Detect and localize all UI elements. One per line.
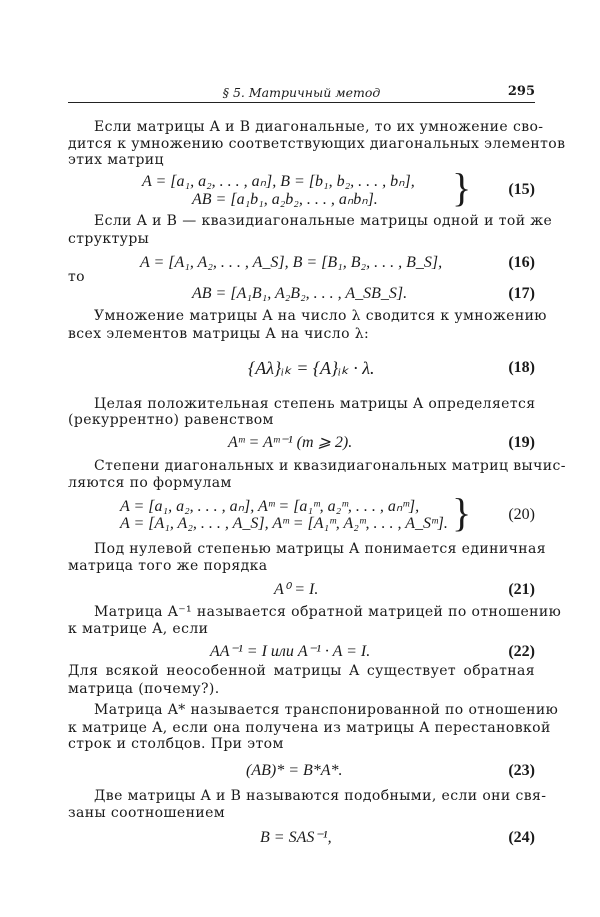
text-line: к матрице A, если: [68, 621, 209, 637]
equation-17: AB = [A₁B₁, A₂B₂, . . . , A_SB_S].: [192, 285, 408, 302]
text-line: заны соотношением: [68, 805, 226, 821]
equation-number: (20): [508, 506, 535, 523]
right-brace: }: [452, 165, 472, 210]
text-line: Матрица A* называется транспонированной по отношению: [94, 702, 559, 718]
text-line: Если матрицы A и B диагональные, то их умножение сво-: [94, 119, 544, 135]
equation-23: (AB)* = B*A*.: [246, 762, 343, 779]
equation-number: (16): [508, 254, 535, 271]
equation-number: (23): [508, 762, 535, 779]
text-line: Умножение матрицы A на число λ сводится к умножению: [94, 308, 547, 324]
text-line: Для всякой неособенной матрицы A существует обратная: [68, 663, 535, 679]
equation-15-line-2: AB = [a₁b₁, a₂b₂, . . . , aₙbₙ].: [192, 191, 378, 208]
page-number: 295: [507, 84, 535, 99]
text-line: матрица того же порядка: [68, 558, 268, 574]
equation-18: {Aλ}ᵢₖ = {A}ᵢₖ · λ.: [248, 358, 375, 378]
text-line: дится к умножению соответствующих диагональных элементов: [68, 136, 566, 152]
text-line: этих матриц: [68, 152, 164, 168]
text-line: Степени диагональных и квазидиагональных матриц вычис-: [94, 458, 566, 474]
equation-22: AA⁻¹ = I или A⁻¹ · A = I.: [210, 643, 371, 660]
text-line: Целая положительная степень матрицы A определяется: [94, 396, 536, 412]
text-line: ляются по формулам: [68, 475, 232, 491]
equation-number: (24): [508, 829, 535, 846]
text-line: то: [68, 269, 85, 285]
text-line: Две матрицы A и B называются подобными, если они свя-: [94, 788, 547, 804]
equation-20-line-1: A = [a₁, a₂, . . . , aₙ], Aᵐ = [a₁ᵐ, a₂ᵐ, . . . , aₙᵐ],: [120, 498, 420, 515]
equation-19: Aᵐ = Aᵐ⁻¹ (m ⩾ 2).: [228, 434, 353, 451]
text-line: Под нулевой степенью матрицы A понимается единичная: [94, 541, 546, 557]
text-line: матрица (почему?).: [68, 681, 220, 697]
running-header: [68, 84, 535, 103]
text-line: Если A и B — квазидиагональные матрицы одной и той же: [94, 213, 553, 229]
text-line: (рекуррентно) равенством: [68, 412, 274, 428]
equation-21: A⁰ = I.: [274, 581, 319, 598]
equation-15-line-1: A = [a₁, a₂, . . . , aₙ], B = [b₁, b₂, . . . , bₙ],: [142, 173, 415, 190]
equation-number: (15): [508, 181, 535, 198]
equation-number: (17): [508, 285, 535, 302]
equation-16: A = [A₁, A₂, . . . , A_S], B = [B₁, B₂, . . . , B_S],: [140, 254, 443, 271]
equation-number: (22): [508, 643, 535, 660]
equation-24: B = SAS⁻¹,: [260, 829, 332, 846]
text-line: к матрице A, если она получена из матрицы A перестановкой: [68, 720, 551, 736]
text-line: структуры: [68, 231, 150, 247]
equation-number: (18): [508, 359, 535, 376]
text-line: Матрица A⁻¹ называется обратной матрицей по отношению: [94, 604, 562, 620]
text-line: строк и столбцов. При этом: [68, 736, 284, 752]
text-line: всех элементов матрицы A на число λ:: [68, 326, 370, 342]
equation-number: (19): [508, 434, 535, 451]
right-brace: }: [452, 490, 472, 535]
section-title: § 5. Матричный метод: [222, 85, 381, 100]
equation-20-line-2: A = [A₁, A₂, . . . , A_S], Aᵐ = [A₁ᵐ, A₂ᵐ, . . . , A_Sᵐ].: [120, 515, 448, 532]
equation-number: (21): [508, 581, 535, 598]
